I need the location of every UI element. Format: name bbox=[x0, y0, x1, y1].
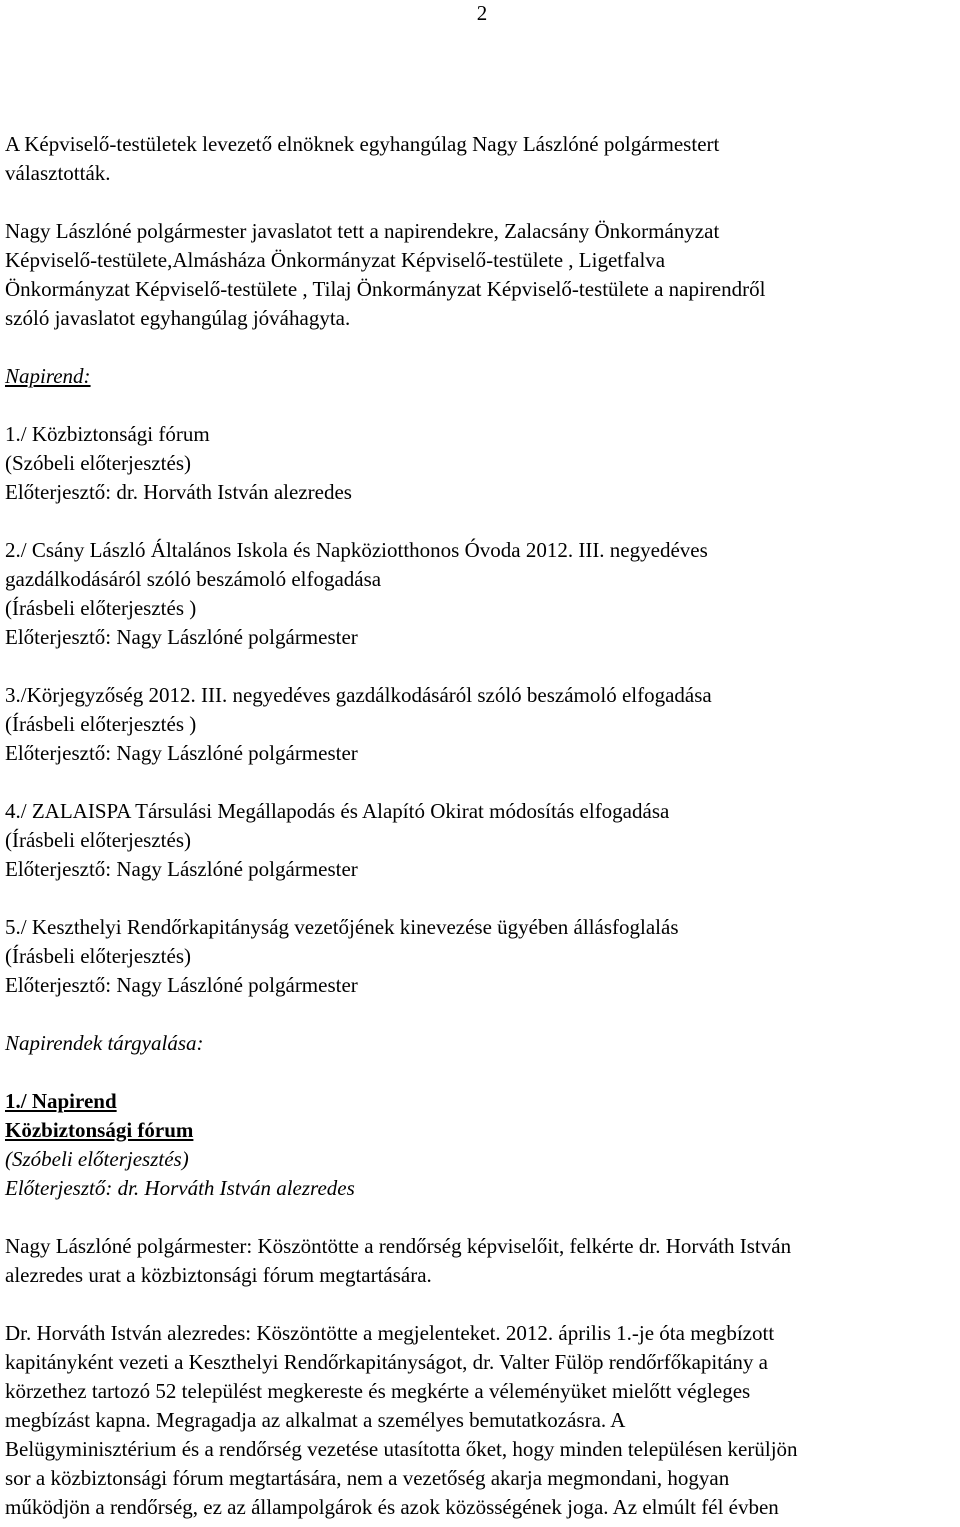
proposal-line-1: Nagy Lászlóné polgármester javaslatot tett a napirendekre, Zalacsány Önkormányzat bbox=[5, 219, 720, 243]
agenda-item-type: (Írásbeli előterjesztés) bbox=[5, 944, 191, 968]
paragraph-1 bbox=[5, 1232, 955, 1290]
page-number: 2 bbox=[476, 1, 488, 25]
discussion-item-number: 1./ Napirend bbox=[5, 1089, 117, 1113]
intro-line-1: A Képviselő-testületek levezető elnöknek egyhangúlag Nagy Lászlóné polgármestert bbox=[5, 132, 720, 156]
agenda-item-4 bbox=[5, 797, 955, 884]
proposal-line-2: Képviselő-testülete,Almásháza Önkormányzat Képviselő-testülete , Ligetfalva bbox=[5, 248, 666, 272]
agenda-item-presenter: Előterjesztő: dr. Horváth István alezredes bbox=[5, 480, 352, 504]
document-body bbox=[5, 130, 955, 1522]
agenda-item-title: 1./ Közbiztonsági fórum bbox=[5, 422, 210, 446]
intro-paragraph bbox=[5, 130, 955, 188]
agenda-item-title: 4./ ZALAISPA Társulási Megállapodás és Alapító Okirat módosítás elfogadása bbox=[5, 799, 670, 823]
proposal-line-3: Önkormányzat Képviselő-testülete , Tilaj Önkormányzat Képviselő-testülete a napirendről bbox=[5, 277, 766, 301]
agenda-item-presenter: Előterjesztő: Nagy Lászlóné polgármester bbox=[5, 741, 358, 765]
paragraph-2-line-2: kapitányként vezeti a Keszthelyi Rendőrkapitányságot, dr. Valter Fülöp rendőrfőkapitány a bbox=[5, 1350, 768, 1374]
paragraph-2-line-7: működjön a rendőrség, ez az állampolgárok és azok közösségének joga. Az elmúlt fél évben bbox=[5, 1495, 779, 1519]
agenda-heading: Napirend: bbox=[5, 364, 91, 388]
agenda-item-type: (Írásbeli előterjesztés ) bbox=[5, 596, 197, 620]
paragraph-2-line-3: körzethez tartozó 52 települést megkereste és megkérte a véleményüket mielőtt végleges bbox=[5, 1379, 751, 1403]
paragraph-1-line-2: alezredes urat a közbiztonsági fórum megtartására. bbox=[5, 1263, 432, 1287]
proposal-line-4: szóló javaslatot egyhangúlag jóváhagyta. bbox=[5, 306, 351, 330]
agenda-item-presenter: Előterjesztő: Nagy Lászlóné polgármester bbox=[5, 857, 358, 881]
discussion-item-presenter: Előterjesztő: dr. Horváth István alezredes bbox=[5, 1176, 355, 1200]
agenda-item-type: (Írásbeli előterjesztés) bbox=[5, 828, 191, 852]
paragraph-2-line-6: sor a közbiztonsági fórum megtartására, nem a vezetőség akarja megmondani, hogyan bbox=[5, 1466, 730, 1490]
proposal-paragraph bbox=[5, 217, 955, 333]
agenda-item-title: 5./ Keszthelyi Rendőrkapitányság vezetőjének kinevezése ügyében állásfoglalás bbox=[5, 915, 679, 939]
agenda-item-2 bbox=[5, 536, 955, 652]
agenda-item-presenter: Előterjesztő: Nagy Lászlóné polgármester bbox=[5, 625, 358, 649]
discussion-item-title: Közbiztonsági fórum bbox=[5, 1118, 194, 1142]
agenda-item-type: (Szóbeli előterjesztés) bbox=[5, 451, 192, 475]
agenda-item-type: (Írásbeli előterjesztés ) bbox=[5, 712, 197, 736]
discussion-item-1 bbox=[5, 1087, 955, 1203]
discussion-item-type: (Szóbeli előterjesztés) bbox=[5, 1147, 189, 1171]
discussion-heading: Napirendek tárgyalása: bbox=[5, 1031, 204, 1055]
paragraph-2-line-5: Belügyminisztérium és a rendőrség vezetése utasította őket, hogy minden településen kerüljön bbox=[5, 1437, 798, 1461]
agenda-item-title: 3./Körjegyzőség 2012. III. negyedéves gazdálkodásáról szóló beszámoló elfogadása bbox=[5, 683, 712, 707]
agenda-item-title-cont: gazdálkodásáról szóló beszámoló elfogadása bbox=[5, 567, 382, 591]
agenda-item-3 bbox=[5, 681, 955, 768]
paragraph-1-line-1: Nagy Lászlóné polgármester: Köszöntötte a rendőrség képviselőit, felkérte dr. Horváth István bbox=[5, 1234, 792, 1258]
agenda-item-1 bbox=[5, 420, 955, 507]
paragraph-2-line-1: Dr. Horváth István alezredes: Köszöntötte a megjelenteket. 2012. április 1.-je óta megbízott bbox=[5, 1321, 775, 1345]
intro-line-2: választották. bbox=[5, 161, 111, 185]
paragraph-2 bbox=[5, 1319, 955, 1522]
paragraph-2-line-4: megbízást kapna. Megragadja az alkalmat a személyes bemutatkozásra. A bbox=[5, 1408, 626, 1432]
agenda-item-presenter: Előterjesztő: Nagy Lászlóné polgármester bbox=[5, 973, 358, 997]
agenda-item-title: 2./ Csány László Általános Iskola és Napköziotthonos Óvoda 2012. III. negyedéves bbox=[5, 538, 708, 562]
agenda-item-5 bbox=[5, 913, 955, 1000]
